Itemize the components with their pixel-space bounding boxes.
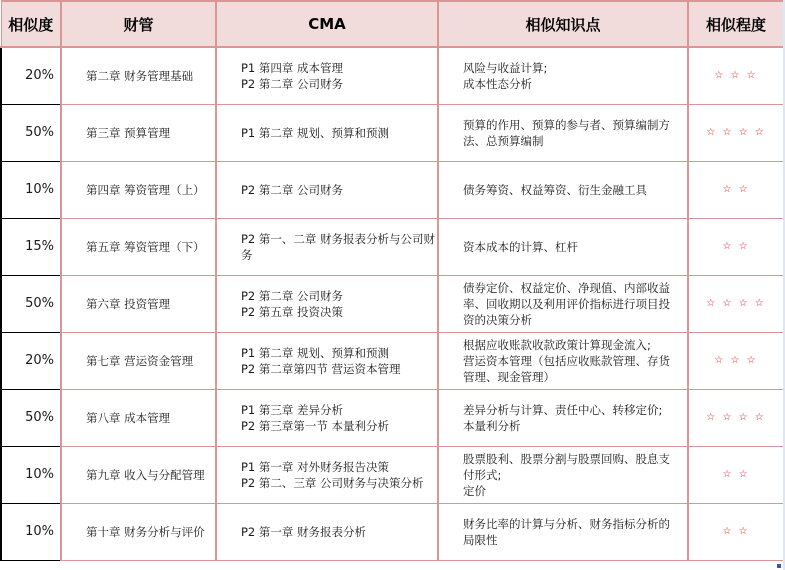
star-rating-icon: ☆ ☆ [722,241,750,252]
similarity-percent[interactable]: 50% [1,276,61,333]
table-header [1,1,784,47]
similarity-percent[interactable]: 15% [1,219,61,276]
cma-chapter-line: P1 第四章 成本管理 [241,61,344,75]
knowledge-line: 营运资本管理（包括应收账款管理、存货管理、现金管理） [463,354,670,384]
star-rating-icon: ☆ ☆ [722,526,750,537]
knowledge-line: 债务筹资、权益筹资、衍生金融工具 [463,183,647,197]
star-rating-icon: ☆ ☆ ☆ ☆ [706,412,766,423]
cma-chapter-line: P2 第一章 财务报表分析 [241,525,367,539]
knowledge-line: 预算的作用、预算的参与者、预算编制方法、总预算编制 [463,118,670,148]
knowledge-line: 根据应收账款收款政策计算现金流入; [463,338,651,352]
table-row [1,219,784,276]
cma-chapters[interactable] [216,105,438,162]
cma-chapter-line: P2 第三章第一节 本量利分析 [241,419,390,433]
cma-chapter-line: P2 第二章 公司财务 [241,183,344,197]
resize-handle-icon[interactable] [777,564,781,568]
knowledge-line: 风险与收益计算; [463,61,548,75]
similarity-degree[interactable] [688,105,784,162]
similarity-percent[interactable]: 10% [1,504,61,561]
knowledge-points[interactable] [438,333,688,390]
star-rating-icon: ☆ ☆ ☆ ☆ [706,298,766,309]
cma-chapters[interactable] [216,333,438,390]
knowledge-line: 差异分析与计算、责任中心、转移定价; [463,403,663,417]
knowledge-points[interactable] [438,105,688,162]
table-row [1,47,784,105]
cma-chapter-line: P1 第一章 对外财务报告决策 [241,460,390,474]
similarity-degree[interactable] [688,504,784,561]
star-rating-icon: ☆ ☆ [722,184,750,195]
header-similarity: 相似度 [1,1,61,47]
star-rating-icon: ☆ ☆ ☆ [714,355,758,366]
cma-chapters[interactable] [216,162,438,219]
knowledge-points[interactable] [438,390,688,447]
table-row [1,504,784,561]
knowledge-line: 资本成本的计算、杠杆 [463,240,578,254]
star-rating-icon: ☆ ☆ ☆ [714,70,758,81]
caiguan-chapter[interactable]: 第九章 收入与分配管理 [61,447,216,504]
knowledge-line: 成本性态分析 [463,77,532,91]
cma-chapter-line: P1 第二章 规划、预算和预测 [241,126,390,140]
caiguan-chapter[interactable]: 第二章 财务管理基础 [61,47,216,105]
header-caiguan: 财管 [61,1,216,47]
caiguan-chapter[interactable]: 第六章 投资管理 [61,276,216,333]
knowledge-points[interactable] [438,219,688,276]
caiguan-chapter[interactable]: 第七章 营运资金管理 [61,333,216,390]
similarity-degree[interactable] [688,390,784,447]
table-row [1,105,784,162]
similarity-percent[interactable]: 20% [1,333,61,390]
caiguan-chapter[interactable]: 第三章 预算管理 [61,105,216,162]
cma-chapters[interactable] [216,47,438,105]
cma-chapter-line: P1 第二章 规划、预算和预测 [241,346,390,360]
table-row [1,162,784,219]
knowledge-points[interactable] [438,162,688,219]
caiguan-chapter[interactable]: 第四章 筹资管理（上） [61,162,216,219]
similarity-percent[interactable]: 10% [1,162,61,219]
cma-chapter-line: P1 第三章 差异分析 [241,403,344,417]
cma-chapter-line: P2 第二、三章 公司财务与决策分析 [241,476,424,490]
caiguan-chapter[interactable]: 第十章 财务分析与评价 [61,504,216,561]
knowledge-line: 债券定价、权益定价、净现值、内部收益率、回收期以及利用评价指标进行项目投资的决策分析 [463,281,670,327]
similarity-percent[interactable]: 50% [1,105,61,162]
knowledge-points[interactable] [438,447,688,504]
knowledge-line: 本量利分析 [463,419,521,433]
knowledge-line: 定价 [463,484,486,498]
similarity-degree[interactable] [688,276,784,333]
cma-chapter-line: P2 第五章 投资决策 [241,305,344,319]
caiguan-chapter[interactable]: 第五章 筹资管理（下） [61,219,216,276]
table-row [1,276,784,333]
similarity-percent[interactable]: 20% [1,47,61,105]
table-row [1,390,784,447]
similarity-degree[interactable] [688,333,784,390]
cma-chapters[interactable] [216,504,438,561]
cma-chapter-line: P2 第二章 公司财务 [241,77,344,91]
similarity-degree[interactable] [688,47,784,105]
cma-chapter-line: P2 第二章 公司财务 [241,289,344,303]
header-degree: 相似程度 [688,1,784,47]
star-rating-icon: ☆ ☆ [722,469,750,480]
cma-chapter-line: P2 第一、二章 财务报表分析与公司财务 [241,232,436,262]
knowledge-points[interactable] [438,47,688,105]
header-row [1,1,784,47]
knowledge-line: 股票股利、股票分割与股票回购、股息支付形式; [463,452,670,482]
star-rating-icon: ☆ ☆ ☆ ☆ [706,127,766,138]
caiguan-chapter[interactable]: 第八章 成本管理 [61,390,216,447]
similarity-degree[interactable] [688,447,784,504]
similarity-percent[interactable]: 10% [1,447,61,504]
knowledge-points[interactable] [438,504,688,561]
cma-chapter-line: P2 第二章第四节 营运资本管理 [241,362,401,376]
table-body [1,47,784,561]
table-row [1,447,784,504]
knowledge-points[interactable] [438,276,688,333]
knowledge-line: 财务比率的计算与分析、财务指标分析的局限性 [463,517,670,547]
header-knowledge: 相似知识点 [438,1,688,47]
table-row [1,333,784,390]
cma-chapters[interactable] [216,447,438,504]
header-cma: CMA [216,1,438,47]
similarity-degree[interactable] [688,219,784,276]
cma-chapters[interactable] [216,276,438,333]
cma-chapters[interactable] [216,390,438,447]
similarity-degree[interactable] [688,162,784,219]
similarity-percent[interactable]: 50% [1,390,61,447]
cma-chapters[interactable] [216,219,438,276]
